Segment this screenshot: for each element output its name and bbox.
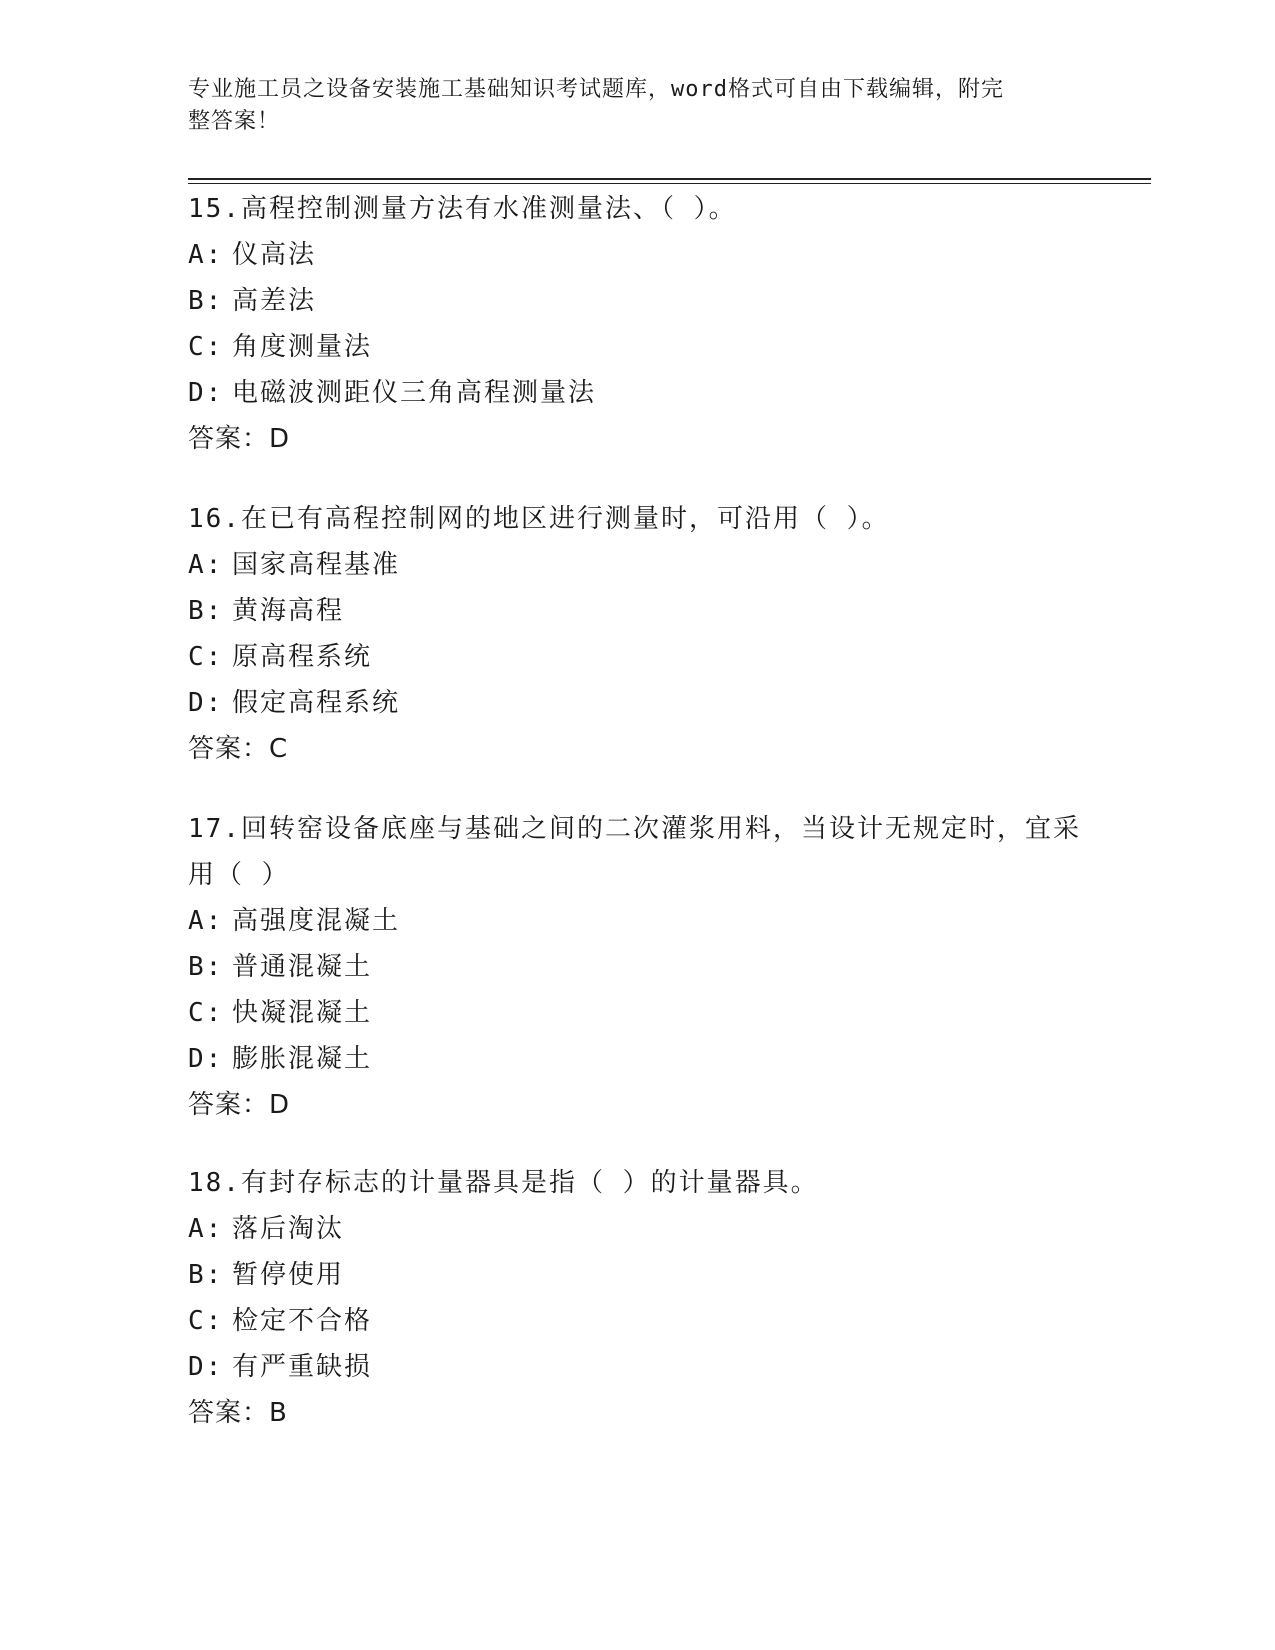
option-letter: C: [188,332,224,362]
option-letter: B: [188,286,224,316]
answer-line [188,416,1088,462]
answer-line [188,726,1088,772]
header-divider-thick [188,178,1151,180]
option-letter: C: [188,642,224,672]
option-text: 有严重缺损 [232,1352,373,1382]
answer-value: D [269,1090,290,1120]
option-letter: A: [188,1214,224,1244]
option-letter: B: [188,1260,224,1290]
option-c [188,990,1088,1036]
answer-label: 答案： [188,1090,270,1120]
option-text: 国家高程基准 [232,550,401,580]
option-a [188,1206,1088,1252]
question-18 [188,1160,1088,1436]
option-text: 高差法 [232,286,317,316]
document-header [188,74,1088,138]
question-17 [188,806,1088,1128]
option-text: 快凝混凝土 [232,998,373,1028]
option-letter: D: [188,1352,224,1382]
option-letter: A: [188,906,224,936]
question-stem: 18.有封存标志的计量器具是指（ ）的计量器具。 [188,1168,819,1198]
option-letter: A: [188,240,224,270]
question-stem: 17.回转窑设备底座与基础之间的二次灌浆用料，当设计无规定时，宜采用（ ） [188,814,1081,890]
option-b [188,944,1088,990]
option-b [188,278,1088,324]
answer-value: C [269,734,288,764]
option-letter: C: [188,1306,224,1336]
option-letter: B: [188,596,224,626]
option-text: 黄海高程 [232,596,345,626]
option-letter: B: [188,952,224,982]
question-stem: 15.高程控制测量方法有水准测量法、（ ）。 [188,194,737,224]
question-15 [188,186,1088,462]
option-letter: D: [188,378,224,408]
option-b [188,588,1088,634]
option-a [188,542,1088,588]
option-text: 膨胀混凝土 [232,1044,373,1074]
option-c [188,324,1088,370]
answer-label: 答案： [188,424,270,454]
answer-value: D [269,424,290,454]
option-d [188,680,1088,726]
option-c [188,634,1088,680]
option-letter: D: [188,1044,224,1074]
option-d [188,1036,1088,1082]
option-letter: C: [188,998,224,1028]
option-a [188,898,1088,944]
option-text: 检定不合格 [232,1306,373,1336]
option-letter: A: [188,550,224,580]
option-a [188,232,1088,278]
option-text: 普通混凝土 [232,952,373,982]
option-text: 电磁波测距仪三角高程测量法 [232,378,597,408]
option-text: 仪高法 [232,240,317,270]
option-text: 暂停使用 [232,1260,345,1290]
option-text: 落后淘汰 [232,1214,345,1244]
header-divider-thin [188,183,1151,184]
option-text: 假定高程系统 [232,688,401,718]
option-letter: D: [188,688,224,718]
option-b [188,1252,1088,1298]
option-text: 原高程系统 [232,642,373,672]
question-stem: 16.在已有高程控制网的地区进行测量时，可沿用（ ）。 [188,504,890,534]
option-text: 角度测量法 [232,332,373,362]
header-line-2: 整答案！ [188,109,281,134]
option-d [188,1344,1088,1390]
option-text: 高强度混凝土 [232,906,401,936]
question-16 [188,496,1088,772]
answer-label: 答案： [188,1398,270,1428]
header-line-1: 专业施工员之设备安装施工基础知识考试题库，word格式可自由下载编辑，附完 [188,77,1004,102]
answer-line [188,1082,1088,1128]
answer-label: 答案： [188,734,270,764]
option-d [188,370,1088,416]
option-c [188,1298,1088,1344]
answer-line [188,1390,1088,1436]
answer-value: B [269,1398,287,1428]
